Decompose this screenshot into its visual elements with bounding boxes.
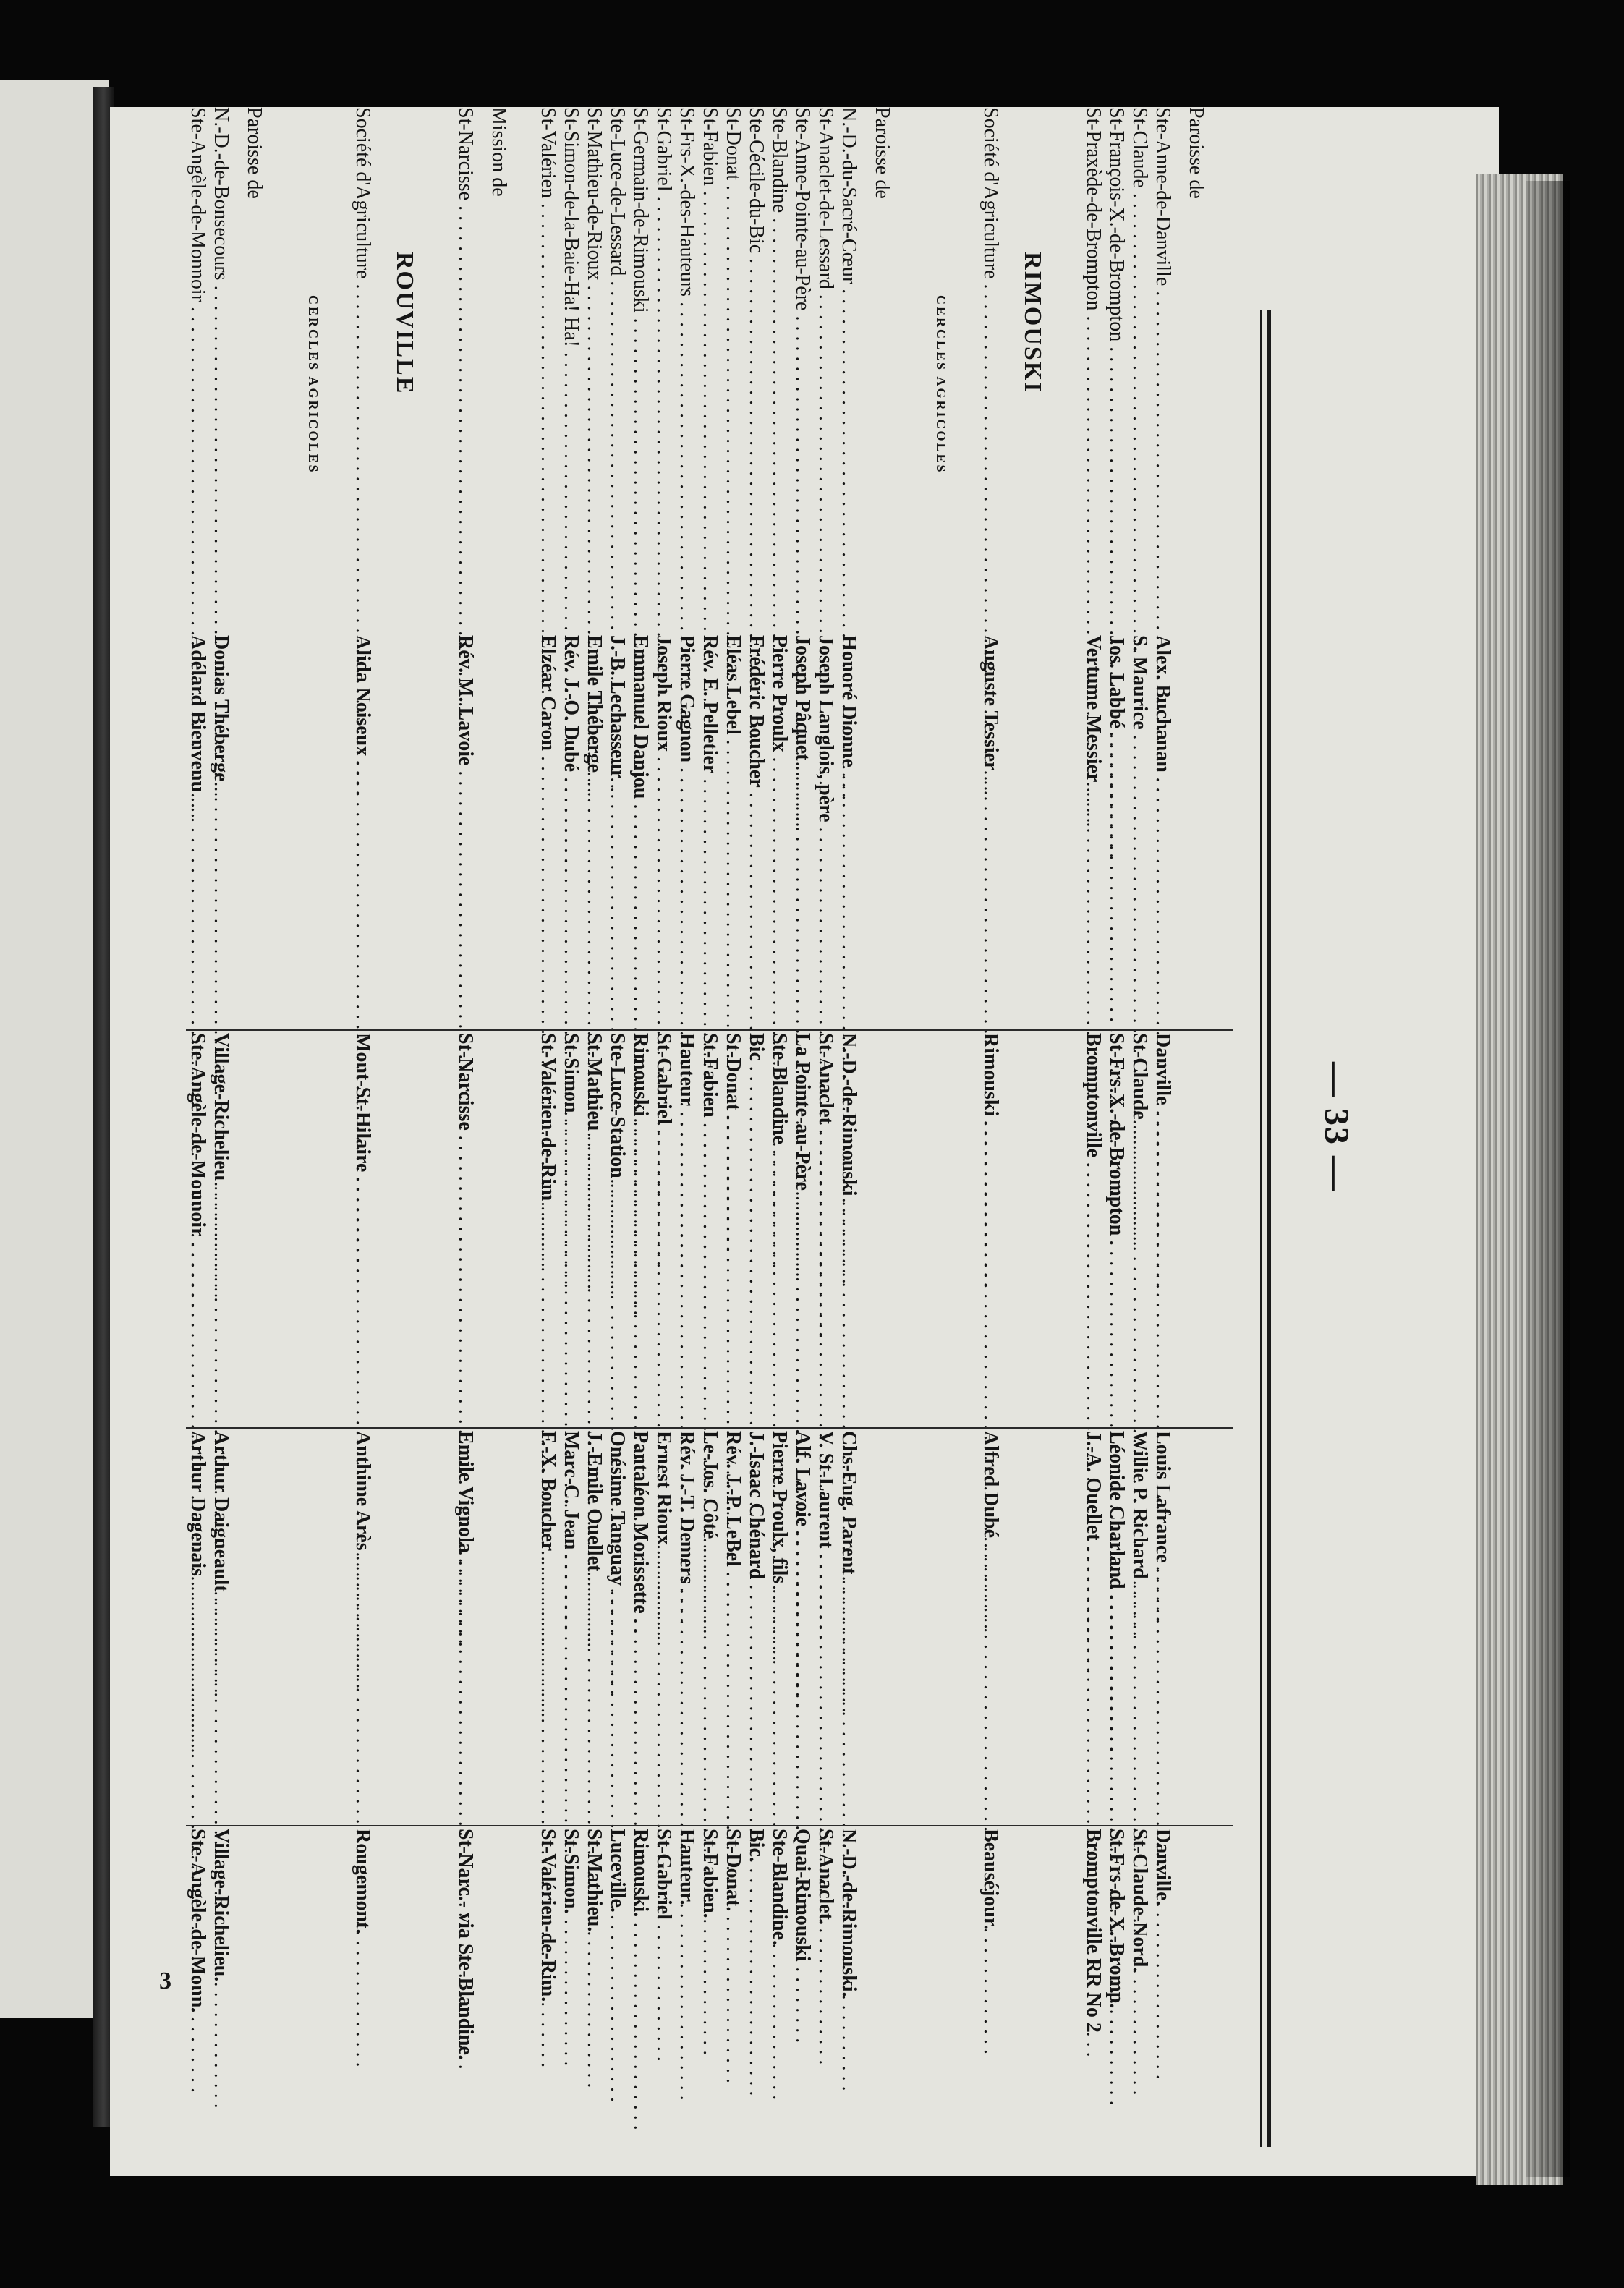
parish-name: St-Fabien . . . — [698, 107, 721, 628]
column-separator — [186, 1825, 1233, 1826]
table-row — [454, 107, 477, 2147]
table-row — [351, 107, 374, 2147]
directory-table — [186, 107, 1233, 2147]
secretary-address: St-Valérien-de-Rim. — [537, 1829, 559, 2002]
table-row — [536, 107, 559, 2147]
secretary-address: Beauséjour. — [979, 1829, 1002, 1930]
region-heading-row — [1012, 107, 1044, 2147]
secretary-name: Rév. J.-P. LeBel . . . — [721, 1431, 744, 1821]
secretary-address: St-Narc.- via Ste-Blandine. — [454, 1829, 477, 2060]
secretary-name: Louis Lafrance . . . — [1151, 1431, 1174, 1821]
president-name: S. Maurice . . . — [1128, 635, 1151, 1026]
section-spacer — [232, 107, 242, 2147]
secretary-name: Emile Vignola . . . — [454, 1431, 477, 1821]
secretary-address: St-Gabriel — [652, 1829, 675, 1920]
section-spacer — [292, 107, 302, 2147]
president-address: Ste-Blandine . . . — [768, 1033, 791, 1424]
parish-name: N.-D.-du-Sacré-Cœur . . . — [837, 107, 860, 628]
table-row — [1105, 107, 1128, 2147]
secretary-address: Bic. — [745, 1829, 768, 1862]
president-address: St-Narcisse . . . — [454, 1033, 477, 1424]
president-address: Bic . . . — [744, 1033, 768, 1424]
secretary-name: Onésime Tanguay . . . — [605, 1431, 629, 1821]
cercles-subheading: CERCLES AGRICOLES — [934, 295, 948, 475]
column-separator — [186, 1427, 1233, 1429]
secretary-name: J.-Isaac Chénard . . . — [744, 1431, 768, 1821]
secretary-name: Arthur Daigneault . . . — [209, 1431, 232, 1821]
secretary-address: Ste-Blandine. — [768, 1829, 791, 1946]
secretary-address: St-Simon. — [560, 1829, 582, 1914]
secretary-name: Alfred Dubé . . . — [979, 1431, 1002, 1821]
section-spacer — [1044, 107, 1081, 2147]
section-spacer — [953, 107, 979, 2147]
section-spacer — [325, 107, 351, 2147]
president-name: Joseph Langlois, père . . . — [814, 635, 837, 1026]
table-row — [979, 107, 1002, 2147]
president-name: Joseph Pâquet . . . — [791, 635, 814, 1026]
section-spacer — [374, 107, 384, 2147]
subheading-row — [930, 107, 953, 2147]
president-name: Frédéric Boucher . . . — [744, 635, 768, 1026]
header-rule — [1267, 310, 1271, 2147]
table-row — [209, 107, 232, 2147]
secretary-address: Village-Richelieu. — [210, 1829, 232, 1982]
section-spacer — [510, 107, 536, 2147]
table-row — [791, 107, 814, 2147]
secretary-name: V. St-Laurent . . . — [814, 1431, 837, 1821]
secretary-name: Ernest Rioux . . . — [652, 1431, 675, 1821]
parish-name: Ste-Anne-de-Danville . . . — [1151, 107, 1174, 628]
parish-name: Société d'Agriculture . . . — [351, 107, 374, 628]
president-address: St-Gabriel . . . — [652, 1033, 675, 1424]
president-address: St-Fabien . . . — [698, 1033, 721, 1424]
header-rule — [1260, 310, 1262, 2147]
parish-name: N.-D.-de-Bonsecours . . . — [209, 107, 232, 628]
label-row — [870, 107, 893, 2147]
parish-name: St-Simon-de-la-Baie-Ha! Ha! . . . — [559, 107, 582, 628]
president-address: Rimouski . . . — [629, 1033, 652, 1424]
table-row — [721, 107, 744, 2147]
column-separator — [186, 1029, 1233, 1031]
president-address: Bromptonville . . . — [1081, 1033, 1105, 1424]
table-row — [1151, 107, 1174, 2147]
parish-name: Ste-Cécile-du-Bic . . . — [744, 107, 768, 628]
section-spacer — [477, 107, 487, 2147]
secretary-name: J.-A. Ouellet . . . — [1081, 1431, 1105, 1821]
table-row — [186, 107, 209, 2147]
secretary-address: Ste-Angèle-de-Monn. — [187, 1829, 209, 2013]
president-name: Adélard Bienvenu . . . — [186, 635, 209, 1026]
president-name: Joseph Rioux . . . — [652, 635, 675, 1026]
secretary-name: Pantaléon Morissette . . . — [629, 1431, 652, 1821]
president-name: Pierre Proulx . . . — [768, 635, 791, 1026]
page-number: — 33 — — [1317, 1062, 1356, 1192]
table-row — [744, 107, 768, 2147]
president-name: Jos. Labbé . . . — [1105, 635, 1128, 1026]
parish-name: Ste-Luce-de-Lessard . . . — [605, 107, 629, 628]
parish-name: St-Gabriel . . . — [652, 107, 675, 628]
secretary-name: Marc-C. Jean . . . — [559, 1431, 582, 1821]
table-row — [1128, 107, 1151, 2147]
president-name: Alex. Buchanan . . . — [1151, 635, 1174, 1026]
secretary-name: Pierre Proulx, fils . . . — [768, 1431, 791, 1821]
secretary-address: St-Claude-Nord. — [1128, 1829, 1151, 1973]
secretary-address: St-Donat. — [722, 1829, 744, 1912]
secretary-name: Arthur Dagenais . . . — [186, 1431, 209, 1821]
section-spacer — [893, 107, 919, 2147]
president-address: N.-D.-de-Rimouski . . . — [837, 1033, 860, 1424]
parish-name: St-Germain-de-Rimouski . . . — [629, 107, 652, 628]
table-row — [582, 107, 605, 2147]
section-spacer — [919, 107, 930, 2147]
section-spacer — [1174, 107, 1184, 2147]
president-address: Ste-Luce-Station . . . — [605, 1033, 629, 1424]
president-name: Pierre Gagnon . . . — [675, 635, 698, 1026]
president-name: Rév. E. Pelletier . . . — [698, 635, 721, 1026]
secretary-name: Léonide Charland . . . — [1105, 1431, 1128, 1821]
secretary-address: Rougemont. — [352, 1829, 374, 1934]
secretary-address: St-Anaclet. — [815, 1829, 837, 1925]
parish-label: Paroisse de — [1185, 107, 1207, 199]
president-address: Village-Richelieu . . . — [209, 1033, 232, 1424]
secretary-address: N.-D.-de-Rimouski. — [838, 1829, 860, 1997]
president-name: Rév. M. Lavoie . . . — [454, 635, 477, 1026]
region-heading-row — [384, 107, 416, 2147]
section-spacer — [1002, 107, 1012, 2147]
president-name: Alida Noiseux . . . — [351, 635, 374, 1026]
president-address: Hauteur . . . — [675, 1033, 698, 1424]
president-name: Rév. J.-O. Dubé . . . — [559, 635, 582, 1026]
president-name: Emile Théberge . . . — [582, 635, 605, 1026]
president-address: St-Frs-X.-de-Brompton . . . — [1105, 1033, 1128, 1424]
table-row — [605, 107, 629, 2147]
table-row — [559, 107, 582, 2147]
parish-label: Mission de — [488, 107, 510, 197]
table-row — [675, 107, 698, 2147]
parish-name: Ste-Blandine . . . — [768, 107, 791, 628]
section-spacer — [1207, 107, 1233, 2147]
secretary-address: Bromptonville RR No 2 — [1082, 1829, 1105, 2033]
president-address: St-Mathieu . . . — [582, 1033, 605, 1424]
signature-mark: 3 — [159, 1968, 171, 1994]
secretary-name: Rév. J.-T. Demers . . . — [675, 1431, 698, 1821]
president-address: Ste-Angèle-de-Monnoir . . . — [186, 1033, 209, 1424]
secretary-address: Rimouski. — [629, 1829, 652, 1918]
secretary-address: Danville. — [1152, 1829, 1174, 1906]
parish-name: St-Anaclet-de-Lessard . . . — [814, 107, 837, 628]
table-row — [629, 107, 652, 2147]
table-row — [698, 107, 721, 2147]
parish-name: St-François-X.-de-Brompton . . . — [1105, 107, 1128, 628]
label-row — [1184, 107, 1207, 2147]
subheading-row — [302, 107, 325, 2147]
parish-name: St-Donat . . . — [721, 107, 744, 628]
secretary-name: J.-Emile Ouellet . . . — [582, 1431, 605, 1821]
president-address: St-Donat . . . — [721, 1033, 744, 1424]
president-address: Rimouski . . . — [979, 1033, 1002, 1424]
table-row — [814, 107, 837, 2147]
president-address: Danville . . . — [1151, 1033, 1174, 1424]
table-row — [837, 107, 860, 2147]
president-name: J.-B. Lechasseur . . . — [605, 635, 629, 1026]
parish-name: St-Frs-X.-des-Hauteurs . . . — [675, 107, 698, 628]
secretary-name: Chs-Eug. Parent . . . — [837, 1431, 860, 1821]
secretary-name: F.-X. Boucher . . . — [536, 1431, 559, 1821]
president-address: Mont-St-Hilaire . . . — [351, 1033, 374, 1424]
parish-name: St-Claude . . . — [1128, 107, 1151, 628]
president-name: Elzéar Caron . . . — [536, 635, 559, 1026]
secretary-name: Anthime Arès . . . — [351, 1431, 374, 1821]
parish-name: St-Praxède-de-Brompton . . . — [1081, 107, 1105, 628]
parish-name: Ste-Angèle-de-Monnoir . . . — [186, 107, 209, 628]
secretary-address: St-Frs-de-X.-Bromp. — [1105, 1829, 1128, 2009]
secretary-name: Alf. Lavoie . . . — [791, 1431, 814, 1821]
parish-name: Ste-Anne-Pointe-au-Père . . . — [791, 107, 814, 628]
president-name: Donias Théberge . . . — [209, 635, 232, 1026]
secretary-address: Quai-Rimouski — [791, 1829, 814, 1962]
parish-name: St-Mathieu-de-Rioux . . . — [582, 107, 605, 628]
secretary-address: Luceville. — [606, 1829, 629, 1913]
president-name: Auguste Tessier . . . — [979, 635, 1002, 1026]
page-stack-shadow — [1526, 181, 1570, 2177]
page-header — [1284, 107, 1378, 2147]
parish-name: St-Valérien . . . — [536, 107, 559, 628]
president-name: Honoré Dionne . . . — [837, 635, 860, 1026]
secretary-address: St-Fabien. — [699, 1829, 721, 1918]
section-spacer — [416, 107, 454, 2147]
president-name: Eléas Lebel . . . — [721, 635, 744, 1026]
secretary-address: St-Mathieu. — [583, 1829, 605, 1932]
table-row — [768, 107, 791, 2147]
president-address: St-Claude . . . — [1128, 1033, 1151, 1424]
secretary-name: Willie P. Richard . . . — [1128, 1431, 1151, 1821]
table-row — [652, 107, 675, 2147]
parish-name: St-Narcisse . . . — [454, 107, 477, 628]
president-address: St-Anaclet . . . — [814, 1033, 837, 1424]
section-spacer — [860, 107, 870, 2147]
parish-name: Société d'Agriculture . . . — [979, 107, 1002, 628]
parish-label: Paroisse de — [871, 107, 893, 199]
president-name: Emmanuel Danjou . . . — [629, 635, 652, 1026]
region-heading: RIMOUSKI — [1019, 252, 1046, 394]
secretary-name: Le-Jos. Côté . . . — [698, 1431, 721, 1821]
label-row — [487, 107, 510, 2147]
secretary-address: Hauteur. — [676, 1829, 698, 1905]
region-heading: ROUVILLE — [391, 252, 418, 395]
table-row — [1081, 107, 1105, 2147]
parish-label: Paroisse de — [243, 107, 265, 199]
president-address: St-Simon . . . — [559, 1033, 582, 1424]
president-name: Vertume Messier . . . — [1081, 635, 1105, 1026]
section-spacer — [265, 107, 292, 2147]
cercles-subheading: CERCLES AGRICOLES — [306, 295, 320, 475]
rotated-text-block — [105, 107, 1378, 2147]
president-address: La Pointe-au-Père . . . — [791, 1033, 814, 1424]
label-row — [242, 107, 265, 2147]
president-address: St-Valérien-de-Rim . . . — [536, 1033, 559, 1424]
